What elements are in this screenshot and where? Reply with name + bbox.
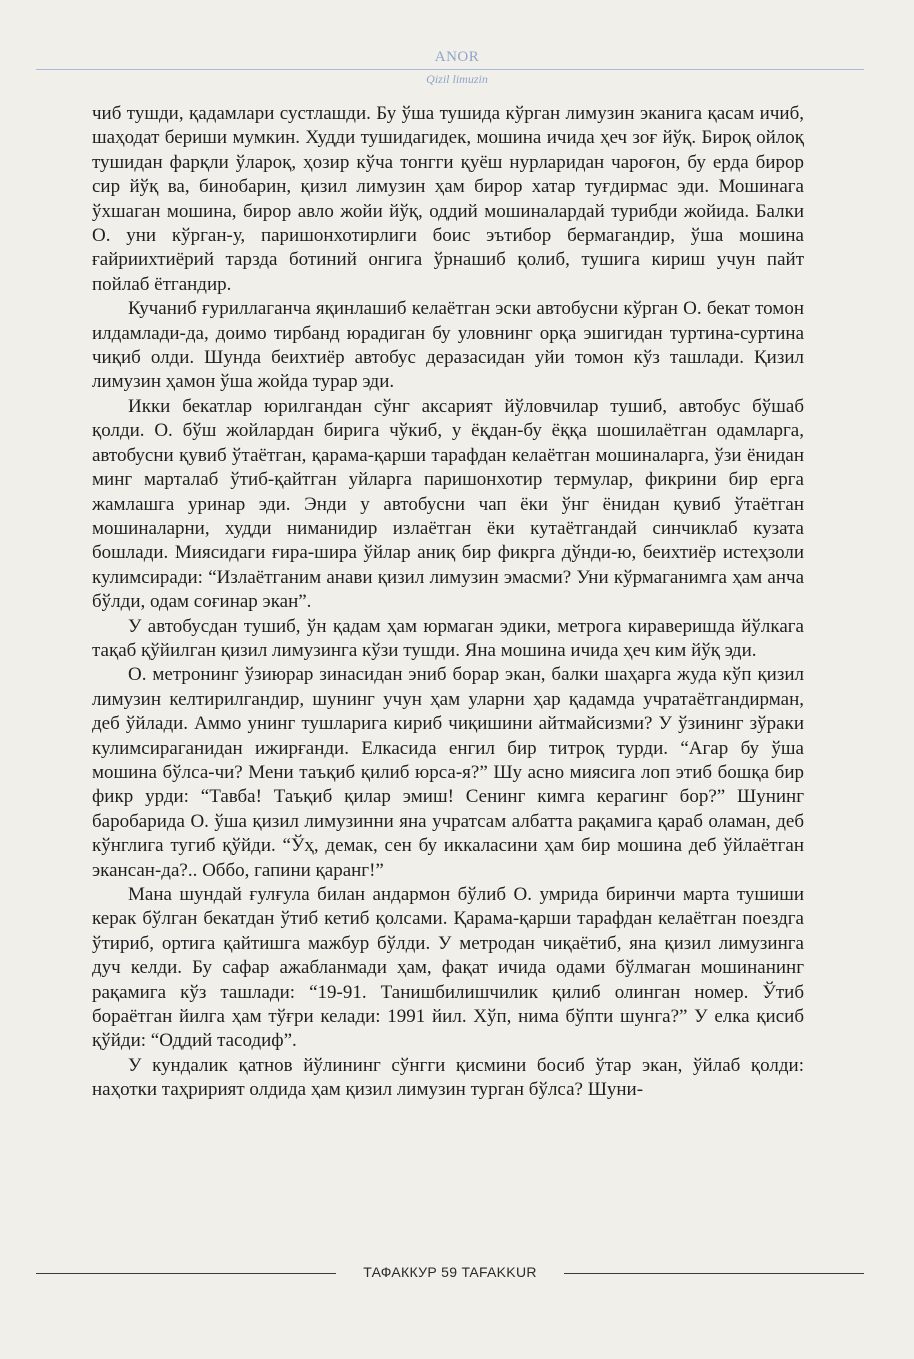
header-divider [36,69,864,70]
paragraph: чиб тушди, қадамлари сустлашди. Бу ўша тушида кўрган лимузин эканига қасам ичиб, шаҳодат бериши мумкин. Худди тушидагидек, мошина ичида ҳеч зоғ йўқ. Бироқ ойлоқ тушидан фарқли ўлароқ, ҳозир кўча тонгги қуёш нурларидан чароғон, бу ерда бирор сир йўқ ва, бинобарин, қизил лимузин ҳам бирор хатар туғдирмас эди. Мошинага ўхшаган мошина, бирор авло жойи йўқ, оддий мошиналардай турибди жойида. Балки О. уни кўрган-у, паришонхотирлиги боис эътибор бермагандир, ўша мошина ғайриихтиёрий тарзда ботиний онгига ўрнашиб қолиб, тушига кириш учун пайт пойлаб ётгандир. [92,103,804,295]
paragraph: У кундалик қатнов йўлининг сўнгги қисмини босиб ўтар экан, ўйлаб қолди: наҳотки таҳририят олдида ҳам қизил лимузин турган бўлса? Шуни- [92,1054,804,1101]
footer-page-number: ТАФАККУР 59 TAFAKKUR [363,1264,537,1280]
paragraph: О. метронинг ўзиюрар зинасидан эниб борар экан, балки шаҳарга жуда кўп қизил лимузин келтирилгандир, шунинг учун ҳам уларни ҳар қадамда учратаётгандирман, деб ўйлади. Аммо унинг тушларига кириб чиқишини айтмайсизми? У ўзининг зўраки кулимсираганидан ижирғанди. Елкасида енгил бир титроқ турди. “Агар бу ўша мошина бўлса-чи? Мени таъқиб қилиб юрса-я?” Шу асно миясига лоп этиб бошқа бир фикр урди: “Тавба! Таъқиб қилар эмиш! Сенинг кимга керагинг бор?” Шунинг баробарида О. ўша қизил лимузинни яна учратсам албатта рақамига қараб оламан, деб кўнглига тугиб қўйди. “Ўҳ, демак, сен бу иккаласини ҳам бир мошина деб ўйлаётган экансан-да?.. Оббо, гапини қаранг!” [92,664,804,881]
page-footer [36,1263,864,1283]
paragraph: Кучаниб ғуриллаганча яқинлашиб келаётган эски автобусни кўрган О. бекат томон илдамлади-да, доимо тирбанд юрадиган бу уловнинг орқа эшигидан туртина-суртина чиқиб олди. Шунда беихтиёр автобус деразасидан уйи томон кўз ташлади. Қизил лимузин ҳамон ўша жойда турар эди. [92,298,804,393]
magazine-section-title: ANOR [434,49,480,65]
footer-rule-right [564,1273,864,1274]
paragraph: Икки бекатлар юрилгандан сўнг аксарият йўловчилар тушиб, автобус бўшаб қолди. О. бўш жойлардан бирига чўкиб, у ёқдан-бу ёққа шошилаётган одамларга, автобусни қувиб ўтаётган, қарама-қарши тарафдан келаётган мошиналарга, ўзи ёнидан минг марталаб ўтиб-қайтган уйларга паришонхотир термулар, фикрини бир ерга жамлашга уринар эди. Энди у автобусни чап ёки ўнг ёнидан қувиб ўтаётган мошиналарни, худди ниманидир излаётган ёки кутаётгандай синчиклаб кузата бошлади. Миясидаги ғира-шира ўйлар аниқ бир фикрга дўнди-ю, беихтиёр истеҳзоли кулимсиради: “Излаётганим анави қизил лимузин эмасми? Уни кўрмаганимга ҳам анча бўлди, одам соғинар экан”. [92,395,804,613]
paragraph: Мана шундай ғулғула билан андармон бўлиб О. умрида биринчи марта тушиши керак бўлган бекатдан ўтиб кетиб қолсами. Қарама-қарши тарафдан келаётган поездга ўтириб, ортига қайтишга мажбур бўлди. У метродан чиқаётиб, яна қизил лимузинга дуч келди. Бу сафар ажабланмади ҳам, фақат ичида одами бўлмаган мошинанинг рақамига кўз ташлади: “19-91. Танишбилишчилик қилиб олинган номер. Ўтиб бораётган йилга ҳам тўғри келади: 1991 йил. Хўп, нима бўпти шунга?” У елка қисиб қўйди: “Оддий тасодиф”. [92,884,804,1052]
paragraph: У автобусдан тушиб, ўн қадам ҳам юрмаган эдики, метрога кираверишда йўлкага тақаб қўйилган қизил лимузинга кўзи тушди. Яна мошина ичида ҳеч ким йўқ эди. [92,615,804,661]
article-subtitle: Qizil limuzin [426,72,488,86]
article-body [92,102,804,1103]
running-header [0,48,914,66]
